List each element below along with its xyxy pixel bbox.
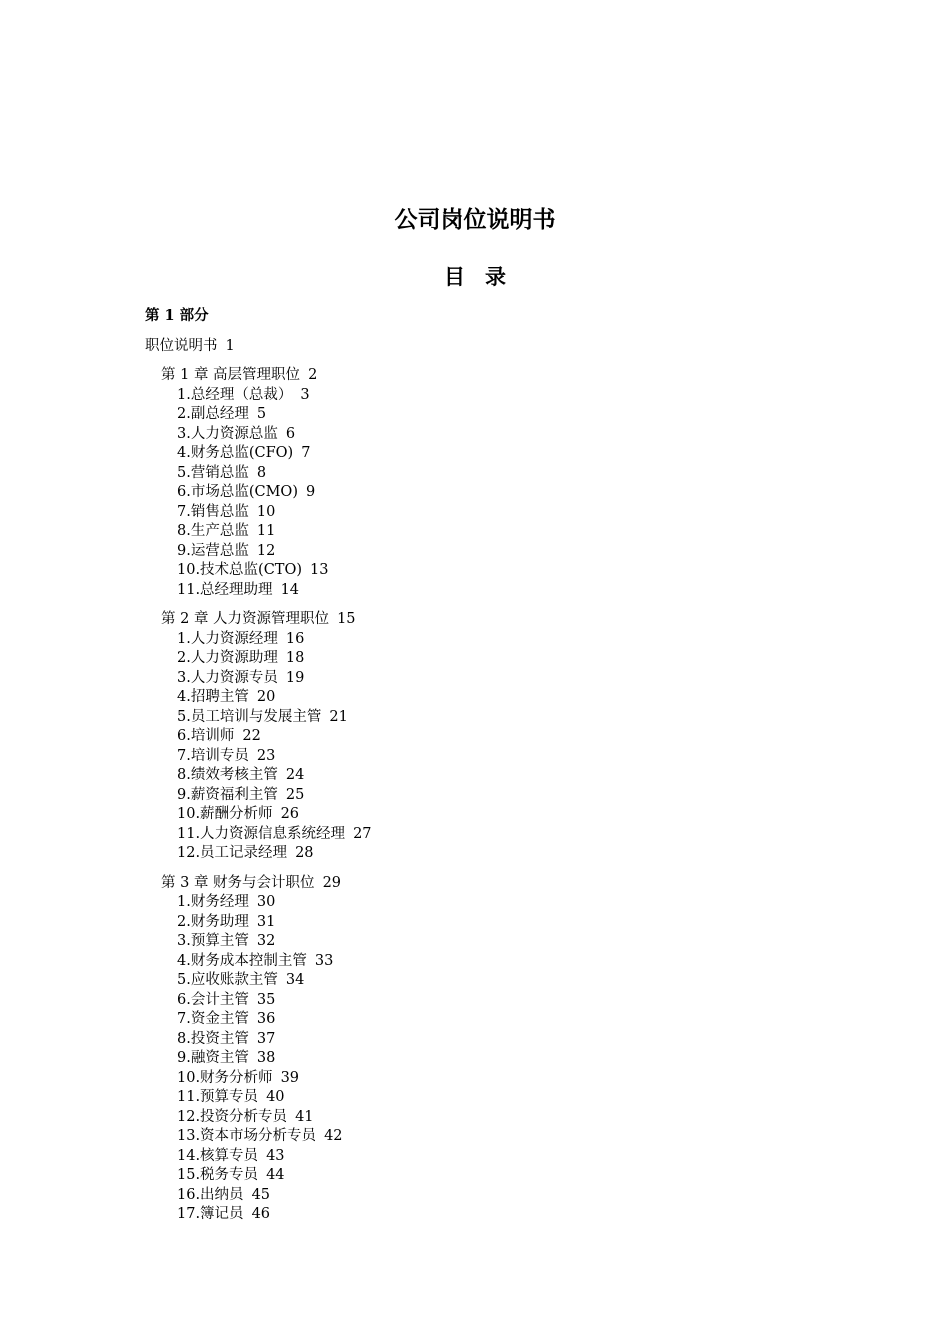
toc-item-page-number: 6 [285, 425, 296, 442]
toc-item-text: 2.副总经理 [177, 406, 249, 422]
toc-item-page-number: 45 [251, 1186, 271, 1203]
toc-item-page-number: 21 [329, 708, 348, 725]
document-title: 公司岗位说明书 [394, 207, 556, 233]
toc-item-page-number: 23 [256, 747, 276, 764]
toc-item[interactable] [145, 893, 845, 913]
chapter-section [145, 610, 845, 864]
toc-item[interactable] [145, 669, 845, 689]
toc-item-text: 6.市场总监(CMO) [177, 484, 298, 500]
toc-item[interactable] [145, 991, 845, 1011]
chapter-heading-text: 第 1 章 高层管理职位 [161, 367, 301, 383]
toc-item-page-number: 38 [256, 1050, 276, 1066]
toc-item-page-number: 36 [256, 1011, 276, 1027]
toc-item-page-number: 40 [266, 1089, 285, 1105]
toc-item-page-number: 24 [285, 767, 305, 783]
chapter-heading[interactable] [145, 610, 845, 630]
chapter-section [145, 874, 845, 1225]
toc-item-text: 9.融资主管 [177, 1050, 249, 1066]
toc-item[interactable] [145, 649, 845, 669]
toc-item-page-number: 37 [256, 1030, 276, 1047]
toc-item-text: 10.财务分析师 [177, 1069, 273, 1086]
toc-item-page-number: 14 [280, 581, 300, 598]
toc-item[interactable] [145, 1147, 845, 1167]
toc-item[interactable] [145, 444, 845, 464]
chapter-page-number: 29 [322, 874, 342, 891]
toc-item[interactable] [145, 522, 845, 542]
chapter-page-number: 15 [337, 611, 356, 627]
toc-item-text: 8.生产总监 [177, 523, 249, 539]
toc-item[interactable] [145, 1049, 845, 1069]
toc-item-text: 4.财务成本控制主管 [177, 952, 307, 969]
toc-item[interactable] [145, 805, 845, 825]
toc-item-page-number: 43 [266, 1147, 285, 1164]
toc-item-text: 12.投资分析专员 [177, 1108, 288, 1125]
toc-item[interactable] [145, 913, 845, 933]
toc-item-text: 14.核算专员 [177, 1147, 259, 1164]
part-label: 第 1 部分 [145, 307, 209, 324]
toc-entry[interactable] [145, 336, 845, 356]
toc-item[interactable] [145, 464, 845, 484]
toc-item-text: 2.人力资源助理 [177, 650, 278, 666]
chapter-heading[interactable] [145, 366, 845, 386]
toc-item-text: 12.员工记录经理 [177, 845, 288, 861]
toc-item-page-number: 5 [256, 406, 267, 422]
toc-item-text: 4.招聘主管 [177, 689, 249, 705]
toc-item-page-number: 25 [285, 786, 305, 803]
toc-item-text: 1.总经理（总裁） [177, 386, 293, 403]
toc-item[interactable] [145, 1030, 845, 1050]
toc-item-text: 3.人力资源总监 [177, 425, 278, 442]
toc-item-page-number: 27 [353, 825, 372, 842]
toc-item-page-number: 39 [280, 1069, 300, 1086]
toc-item-page-number: 35 [256, 991, 276, 1008]
toc-item-page-number: 10 [256, 503, 276, 520]
chapter-heading-text: 第 3 章 财务与会计职位 [161, 874, 315, 891]
toc-item[interactable] [145, 1069, 845, 1089]
toc-item[interactable] [145, 1166, 845, 1186]
toc-item-text: 7.销售总监 [177, 503, 249, 520]
toc-item-text: 10.薪酬分析师 [177, 806, 273, 822]
toc-item[interactable] [145, 1186, 845, 1206]
toc-item-text: 13.资本市场分析专员 [177, 1128, 317, 1144]
toc-item-page-number: 32 [256, 933, 276, 949]
toc-item[interactable] [145, 503, 845, 523]
toc-item-text: 16.出纳员 [177, 1186, 244, 1203]
chapter-heading[interactable] [145, 874, 845, 894]
toc-item-page-number: 20 [256, 689, 276, 705]
toc-item[interactable] [145, 1127, 845, 1147]
toc-item[interactable] [145, 825, 845, 845]
toc-item-text: 5.应收账款主管 [177, 972, 278, 988]
toc-item[interactable] [145, 1010, 845, 1030]
toc-item-page-number: 22 [242, 728, 261, 744]
toc-item-page-number: 11 [256, 523, 276, 539]
toc-item-text: 9.运营总监 [177, 542, 249, 559]
toc-item-text: 7.资金主管 [177, 1011, 249, 1027]
toc-item[interactable] [145, 747, 845, 767]
toc-item[interactable] [145, 425, 845, 445]
toc-item[interactable] [145, 688, 845, 708]
toc-item[interactable] [145, 766, 845, 786]
chapter-heading-text: 第 2 章 人力资源管理职位 [161, 611, 330, 627]
toc-item-page-number: 13 [310, 562, 329, 578]
toc-item-text: 1.人力资源经理 [177, 630, 278, 647]
toc-item[interactable] [145, 971, 845, 991]
toc-item-text: 1.财务经理 [177, 894, 249, 910]
toc-item-page-number: 46 [251, 1206, 271, 1222]
toc-item-page-number: 34 [285, 972, 305, 988]
toc-item-text: 11.总经理助理 [177, 581, 273, 598]
toc-item[interactable] [145, 630, 845, 650]
toc-item-text: 8.投资主管 [177, 1030, 249, 1047]
toc-item[interactable] [145, 386, 845, 406]
toc-item[interactable] [145, 581, 845, 601]
toc-item-text: 9.薪资福利主管 [177, 786, 278, 803]
toc-item-page-number: 7 [301, 445, 311, 461]
toc-item-text: 4.财务总监(CFO) [177, 445, 294, 461]
toc-item[interactable] [145, 844, 845, 864]
toc-item[interactable] [145, 727, 845, 747]
toc-item-page-number: 19 [285, 669, 305, 686]
toc-item-page-number: 33 [314, 952, 334, 969]
toc-item-page-number: 26 [280, 806, 300, 822]
toc-item-page-number: 41 [295, 1108, 314, 1125]
toc-item-text: 11.人力资源信息系统经理 [177, 825, 346, 842]
toc-item[interactable] [145, 932, 845, 952]
toc-item[interactable] [145, 1088, 845, 1108]
toc-item-page-number: 44 [266, 1167, 285, 1183]
toc-item-page-number: 12 [256, 542, 276, 559]
toc-item-text: 10.技术总监(CTO) [177, 562, 303, 578]
toc-item[interactable] [145, 1108, 845, 1128]
toc-item-page-number: 8 [256, 464, 267, 481]
toc-item-text: 2.财务助理 [177, 913, 249, 930]
toc-item-page-number: 42 [324, 1128, 343, 1144]
toc-heading: 目录 [444, 264, 526, 289]
chapter-page-number: 2 [308, 367, 318, 383]
toc-item-text: 7.培训专员 [177, 747, 249, 764]
toc-entry-page: 1 [225, 338, 235, 354]
chapter-list [145, 366, 845, 1225]
toc-item-text: 5.营销总监 [177, 464, 249, 481]
toc-item[interactable] [145, 1205, 845, 1225]
toc-item-page-number: 18 [285, 650, 305, 666]
toc-item-page-number: 30 [256, 894, 276, 910]
toc-item-text: 17.簿记员 [177, 1206, 244, 1222]
toc-item-page-number: 16 [285, 630, 305, 647]
toc-item-text: 6.培训师 [177, 728, 235, 744]
toc-item[interactable] [145, 786, 845, 806]
toc-item-text: 11.预算专员 [177, 1089, 259, 1105]
toc-item[interactable] [145, 483, 845, 503]
toc-item[interactable] [145, 405, 845, 425]
toc-item-page-number: 31 [256, 913, 276, 930]
toc-item-page-number: 28 [295, 845, 314, 861]
table-of-contents [145, 306, 845, 1235]
toc-item-text: 3.预算主管 [177, 933, 249, 949]
toc-item-text: 8.绩效考核主管 [177, 767, 278, 783]
toc-entry-text: 职位说明书 [145, 338, 218, 354]
toc-item-text: 5.员工培训与发展主管 [177, 708, 322, 725]
chapter-section [145, 366, 845, 600]
toc-item-page-number: 3 [300, 386, 310, 403]
toc-item[interactable] [145, 542, 845, 562]
toc-item[interactable] [145, 708, 845, 728]
toc-item-text: 6.会计主管 [177, 991, 249, 1008]
toc-item[interactable] [145, 561, 845, 581]
toc-item-text: 15.税务专员 [177, 1167, 259, 1183]
toc-item-page-number: 9 [305, 484, 316, 500]
toc-item-text: 3.人力资源专员 [177, 669, 278, 686]
toc-item[interactable] [145, 952, 845, 972]
